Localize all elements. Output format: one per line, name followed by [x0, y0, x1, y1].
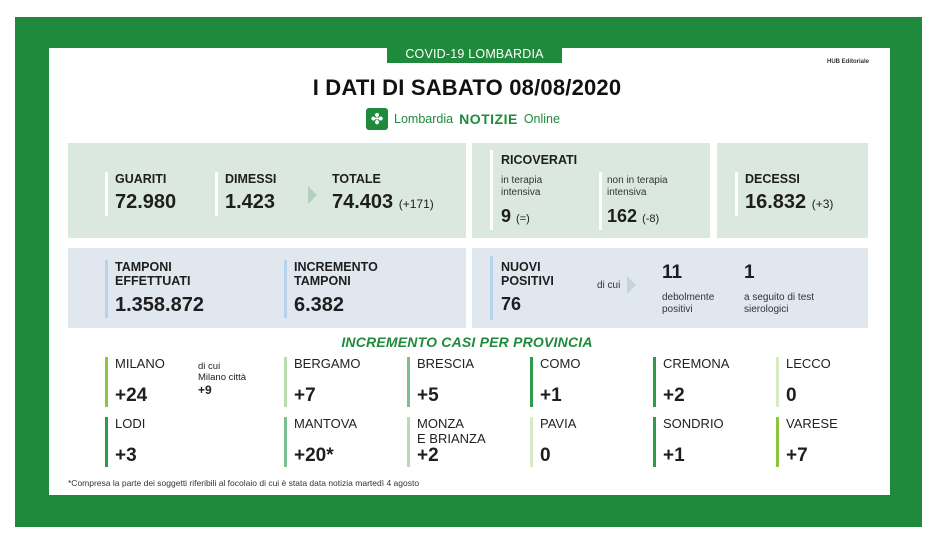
- province-brescia: [407, 357, 517, 407]
- divider-ricoverati: [490, 150, 493, 230]
- totale-label: TOTALE: [332, 172, 381, 186]
- divider-decessi: [735, 172, 738, 216]
- lombardia-rose-icon: ✤: [366, 108, 388, 130]
- brand-logo: [366, 107, 560, 131]
- province-bar: [407, 357, 410, 407]
- milano-sub-line-1: di cui: [198, 361, 221, 372]
- province-name: COMO: [540, 356, 581, 371]
- ricoverati-label: RICOVERATI: [501, 153, 578, 167]
- province-name: MILANO: [115, 356, 165, 371]
- province-name: BRESCIA: [417, 356, 475, 371]
- incremento-value: 6.382: [294, 294, 345, 316]
- province-value: 0: [540, 445, 551, 466]
- province-lecco: [776, 357, 886, 407]
- hub-editoriale-logo: HUB Editoriale: [827, 59, 870, 65]
- ti-label-2: intensiva: [501, 187, 541, 198]
- decessi-label: DECESSI: [745, 172, 800, 186]
- province-name: MANTOVA: [294, 416, 358, 431]
- tamponi-label-1: TAMPONI: [115, 260, 172, 274]
- ti-label-1: in terapia: [501, 175, 543, 186]
- province-value: +7: [786, 445, 808, 466]
- province-value: +2: [663, 385, 685, 406]
- province-bergamo: [284, 357, 394, 407]
- province-value: +3: [115, 445, 137, 466]
- divider-dimessi: [215, 172, 218, 216]
- milano-sub-line-2: Milano città: [198, 372, 247, 383]
- di-cui-label: di cui: [597, 280, 621, 291]
- province-name: SONDRIO: [663, 416, 724, 431]
- totale-delta: (+171): [398, 197, 434, 211]
- province-bar: [776, 417, 779, 467]
- incremento-label-2: TAMPONI: [294, 274, 351, 288]
- brand-notizie: NOTIZIE: [459, 111, 518, 127]
- province-bar: [284, 417, 287, 467]
- page-title: I DATI DI SABATO 08/08/2020: [312, 75, 622, 100]
- province-bar: [653, 417, 656, 467]
- deb-label-2: positivi: [662, 304, 693, 315]
- nti-delta: (-8): [642, 213, 660, 225]
- arrow-right-icon: [308, 186, 317, 204]
- province-bar: [530, 417, 533, 467]
- totale-number: 74.403: [332, 191, 394, 213]
- nti-value: [607, 206, 659, 227]
- province-value: +24: [115, 385, 148, 406]
- province-value: +2: [417, 445, 439, 466]
- decessi-delta: (+3): [811, 197, 834, 211]
- incremento-label-1: INCREMENTO: [294, 260, 378, 274]
- divider-nti: [599, 172, 602, 230]
- positivi-label-1: NUOVI: [501, 260, 541, 274]
- province-bar: [284, 357, 287, 407]
- province-value: 0: [786, 385, 797, 406]
- province-name: BERGAMO: [294, 356, 361, 371]
- arrow-right-icon-2: [627, 276, 636, 294]
- province-name-2: E BRIANZA: [417, 431, 486, 446]
- ti-value: [501, 206, 530, 227]
- province-bar: [530, 357, 533, 407]
- divider-guariti: [105, 172, 108, 216]
- nti-label-2: intensiva: [607, 187, 647, 198]
- province-bar: [105, 417, 108, 467]
- ti-delta: (=): [516, 213, 530, 225]
- province-bar: [407, 417, 410, 467]
- guariti-value: 72.980: [115, 191, 177, 213]
- nti-label-1: non in terapia: [607, 175, 668, 186]
- province-name: LODI: [115, 416, 146, 431]
- divider-tamponi: [105, 260, 108, 318]
- province-bar: [653, 357, 656, 407]
- brand-online: Online: [523, 112, 560, 126]
- decessi-number: 16.832: [745, 191, 807, 213]
- totale-value: [332, 191, 434, 214]
- tamponi-value: 1.358.872: [115, 294, 204, 316]
- province-monza-brianza: [407, 417, 517, 467]
- province-pavia: [530, 417, 640, 467]
- province-name-1: MONZA: [417, 416, 464, 431]
- province-name: LECCO: [786, 356, 831, 371]
- province-como: [530, 357, 640, 407]
- brand-lombardia: Lombardia: [394, 112, 454, 126]
- province-value: +5: [417, 385, 439, 406]
- deb-value: 11: [662, 262, 683, 283]
- milano-sub-value: +9: [198, 383, 212, 397]
- sier-value: 1: [744, 262, 755, 283]
- ribbon-label: COVID-19 LOMBARDIA: [387, 45, 562, 63]
- province-value: +1: [540, 385, 562, 406]
- province-name: PAVIA: [540, 416, 577, 431]
- ti-number: 9: [501, 206, 512, 226]
- deb-label-1: debolmente: [662, 292, 715, 303]
- province-mantova: [284, 417, 394, 467]
- province-value: +1: [663, 445, 685, 466]
- province-lodi: [105, 417, 215, 467]
- province-bar: [776, 357, 779, 407]
- section-title: INCREMENTO CASI PER PROVINCIA: [341, 334, 593, 350]
- province-name: CREMONA: [663, 356, 730, 371]
- province-cremona: [653, 357, 763, 407]
- sier-label-1: a seguito di test: [744, 292, 815, 303]
- divider-positivi: [490, 256, 493, 320]
- province-name: VARESE: [786, 416, 838, 431]
- sier-label-2: sierologici: [744, 304, 789, 315]
- province-value: +20*: [294, 445, 334, 466]
- guariti-label: GUARITI: [115, 172, 167, 186]
- province-varese: [776, 417, 886, 467]
- province-sondrio: [653, 417, 763, 467]
- province-value: +7: [294, 385, 316, 406]
- divider-incremento: [284, 260, 287, 318]
- positivi-value: 76: [501, 294, 522, 314]
- province-bar: [105, 357, 108, 407]
- decessi-value: [745, 191, 833, 214]
- tamponi-label-2: EFFETTUATI: [115, 274, 191, 288]
- footnote: *Compresa la parte dei soggetti riferibili al focolaio di cui è stata data notizia martedì 4 agosto: [68, 478, 420, 488]
- nti-number: 162: [607, 206, 638, 226]
- dimessi-label: DIMESSI: [225, 172, 277, 186]
- dimessi-value: 1.423: [225, 191, 276, 213]
- positivi-label-2: POSITIVI: [501, 274, 554, 288]
